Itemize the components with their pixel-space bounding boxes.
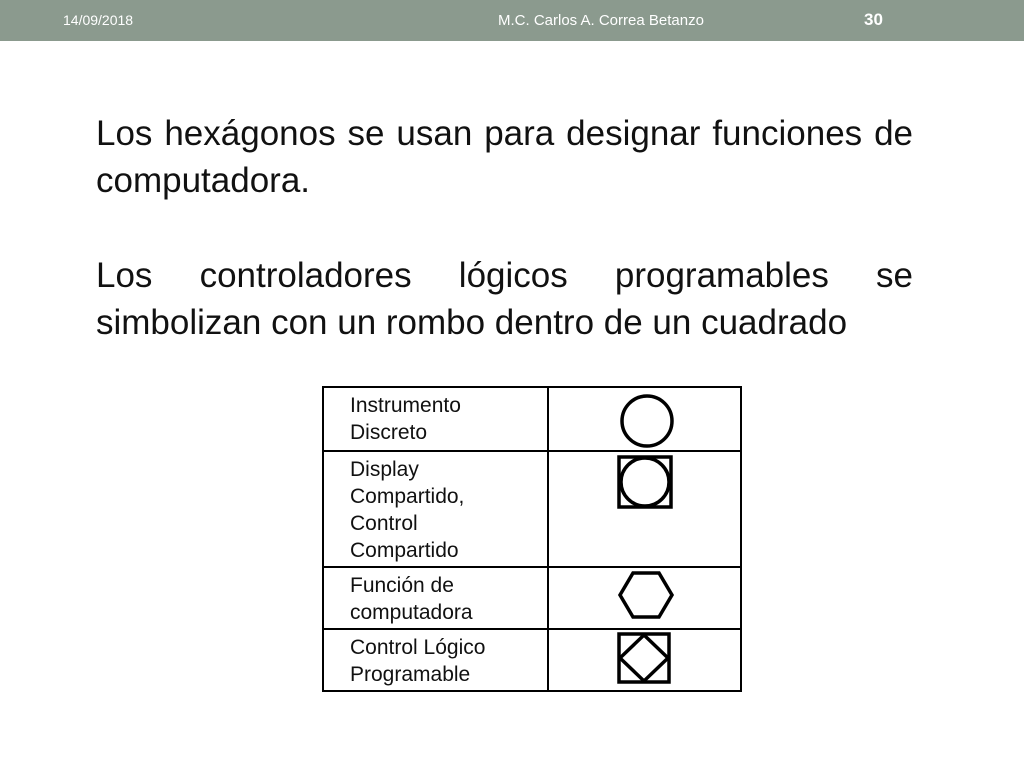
diamond-in-square-icon [615, 631, 675, 685]
symbol-cell [548, 387, 741, 451]
row-label: Función de computadora [323, 567, 548, 629]
plc-description: Los controladores lógicos programables se simbolizan con un rombo dentro de un cuadrado [96, 256, 913, 342]
slide-header-bar [0, 0, 1024, 41]
row-label: Instrumento Discreto [323, 387, 548, 451]
hexagon-description: Los hexágonos se usan para designar funciones de computadora. [96, 114, 913, 200]
slide-author: M.C. Carlos A. Correa Betanzo [498, 12, 704, 29]
symbol-cell [548, 567, 741, 629]
symbol-cell [548, 451, 741, 567]
table-row [323, 387, 741, 451]
table-row [323, 629, 741, 691]
circle-in-square-icon [615, 453, 675, 513]
slide-page-number: 30 [864, 10, 883, 29]
symbol-cell [548, 629, 741, 691]
row-label: Control Lógico Programable [323, 629, 548, 691]
instrument-symbol-table [322, 386, 742, 692]
circle-icon [617, 391, 677, 451]
row-label: Display Compartido, Control Compartido [323, 451, 548, 567]
table-row [323, 567, 741, 629]
hexagon-icon [616, 569, 676, 623]
table-row [323, 451, 741, 567]
slide-date: 14/09/2018 [63, 12, 134, 28]
